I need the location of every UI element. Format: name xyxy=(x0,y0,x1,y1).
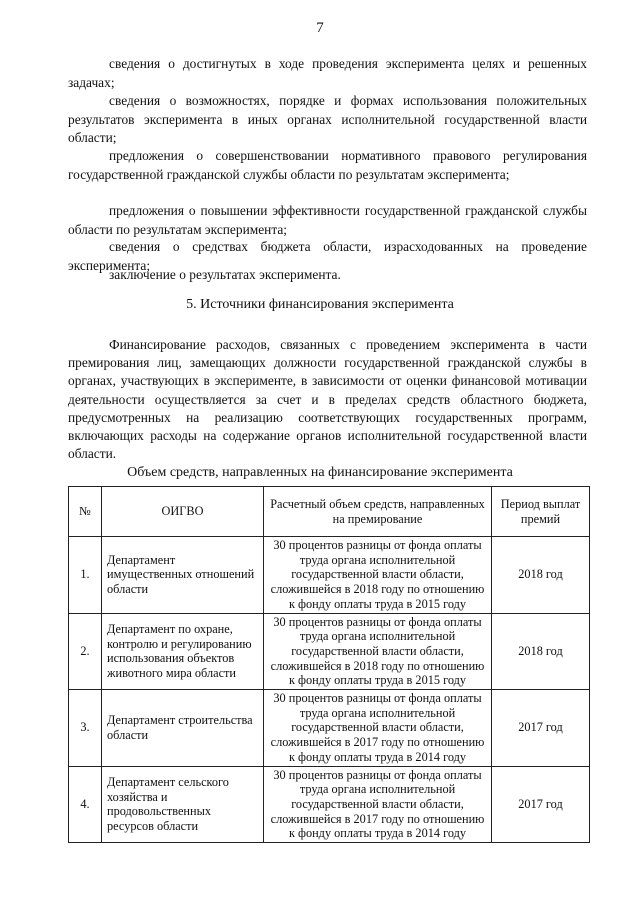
row-volume: 30 процентов разницы от фонда оплаты труда органа исполнительной государственной власти области, сложившейся в 2017 году по отношению к фонду оплаты труда в 2014 году xyxy=(264,690,492,767)
section-heading: 5. Источники финансирования эксперимента xyxy=(186,297,454,312)
header-volume: Расчетный объем средств, направленных на премирование xyxy=(264,487,492,537)
funding-table xyxy=(68,486,590,843)
table-row xyxy=(69,766,590,843)
row-volume: 30 процентов разницы от фонда оплаты труда органа исполнительной государственной власти области, сложившейся в 2017 году по отношению к фонду оплаты труда в 2014 году xyxy=(264,766,492,843)
table-row xyxy=(69,537,590,614)
row-number: 3. xyxy=(69,690,102,767)
financing-paragraph: Финансирование расходов, связанных с проведением эксперимента в части премирования лиц, замещающих должности государственной гражданской службы в органах, участвующих в эксперименте, в зависимости от оценки финансовой мотивации деятельности осуществляется за счет и в пределах средств областного бюджета, предусмотренных на реализацию соответствующих государственных программ, включающих расходы на содержание органов исполнительной государственной власти области. xyxy=(68,337,587,462)
list-item: сведения о средствах бюджета области, израсходованных на проведение эксперимента; xyxy=(68,239,587,273)
row-period: 2017 год xyxy=(492,766,590,843)
table-caption: Объем средств, направленных на финансирование эксперимента xyxy=(127,465,513,480)
row-number: 1. xyxy=(69,537,102,614)
row-organization: Департамент строительства области xyxy=(102,690,264,767)
row-period: 2017 год xyxy=(492,690,590,767)
row-number: 2. xyxy=(69,613,102,690)
page-number: 7 xyxy=(316,20,324,36)
row-volume: 30 процентов разницы от фонда оплаты труда органа исполнительной государственной власти области, сложившейся в 2018 году по отношению к фонду оплаты труда в 2015 году xyxy=(264,613,492,690)
table-header-row xyxy=(69,487,590,537)
list-item: сведения о достигнутых в ходе проведения эксперимента целях и решенных задачах; xyxy=(68,56,587,90)
row-volume: 30 процентов разницы от фонда оплаты труда органа исполнительной государственной власти области, сложившейся в 2018 году по отношению к фонду оплаты труда в 2015 году xyxy=(264,537,492,614)
row-number: 4. xyxy=(69,766,102,843)
list-item: предложения о совершенствовании нормативного правового регулирования государственной гражданской службы области по результатам эксперимента; xyxy=(68,148,587,182)
row-organization: Департамент имущественных отношений области xyxy=(102,537,264,614)
header-organization: ОИГВО xyxy=(102,487,264,537)
row-period: 2018 год xyxy=(492,613,590,690)
row-organization: Департамент по охране, контролю и регулированию использования объектов животного мира области xyxy=(102,613,264,690)
table-row xyxy=(69,613,590,690)
row-organization: Департамент сельского хозяйства и продовольственных ресурсов области xyxy=(102,766,264,843)
table-row xyxy=(69,690,590,767)
row-period: 2018 год xyxy=(492,537,590,614)
list-item: сведения о возможностях, порядке и формах использования положительных результатов эксперимента в иных органах исполнительной государственной власти области; xyxy=(68,93,587,145)
header-period: Период выплат премий xyxy=(492,487,590,537)
list-item: заключение о результатах эксперимента. xyxy=(109,267,341,282)
header-number: № xyxy=(69,487,102,537)
list-item: предложения о повышении эффективности государственной гражданской службы области по результатам эксперимента; xyxy=(68,203,587,237)
